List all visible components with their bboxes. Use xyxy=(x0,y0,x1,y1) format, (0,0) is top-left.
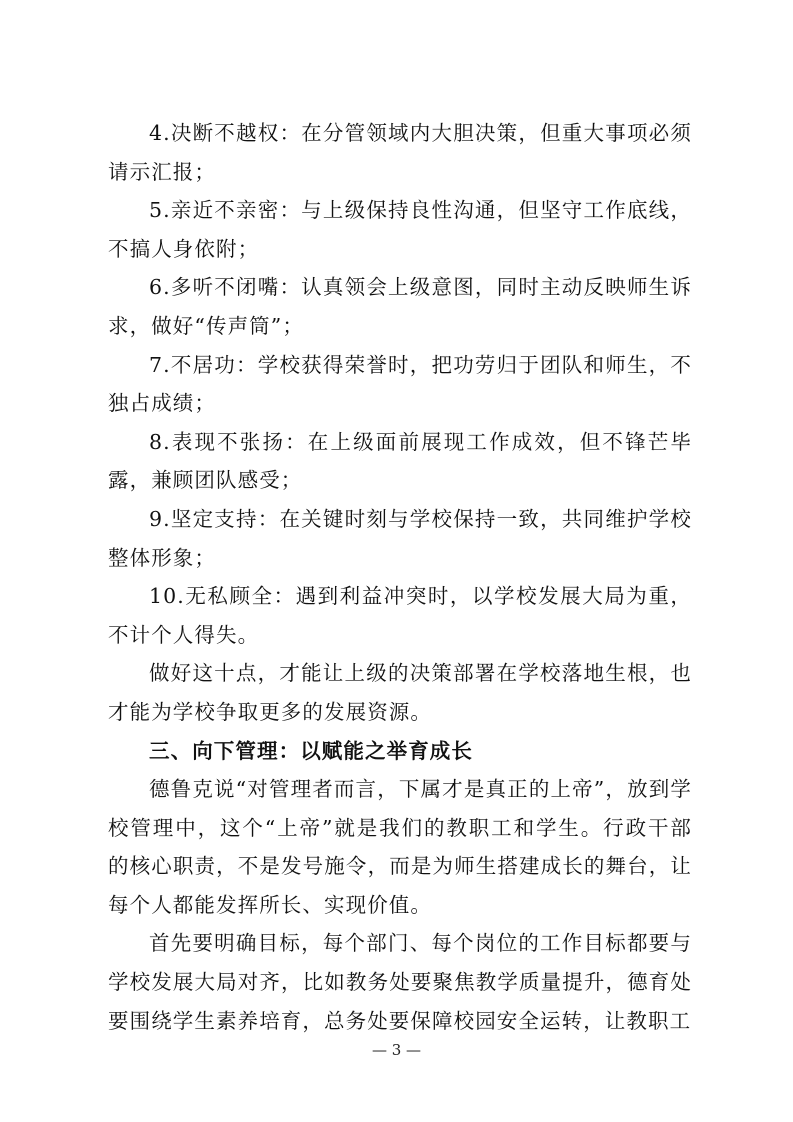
paragraph-item-10: 10.无私顾全：遇到利益冲突时，以学校发展大局为重，不计个人得失。 xyxy=(108,584,692,647)
paragraph-drucker-quote: 德鲁克说“对管理者而言，下属才是真正的上帝”，放到学校管理中，这个“上帝”就是我们的教职工和学生。行政干部的核心职责，不是发号施令，而是为师生搭建成长的舞台，让每个人都能发挥所长、实现价值。 xyxy=(108,777,692,917)
document-body xyxy=(108,114,692,1040)
paragraph-item-9: 9.坚定支持：在关键时刻与学校保持一致，共同维护学校整体形象； xyxy=(108,506,692,570)
paragraph-item-5: 5.亲近不亲密：与上级保持良性沟通，但坚守工作底线，不搞人身依附； xyxy=(108,198,692,261)
paragraph-goals: 首先要明确目标，每个部门、每个岗位的工作目标都要与学校发展大局对齐，比如教务处要聚焦教学质量提升，德育处要围绕学生素养培育，总务处要保障校园安全运转，让教职工 xyxy=(108,931,692,1033)
paragraph-summary: 做好这十点，才能让上级的决策部署在学校落地生根，也才能为学校争取更多的发展资源。 xyxy=(108,661,692,724)
page-number: — 3 — xyxy=(371,1041,422,1059)
paragraph-item-8: 8.表现不张扬：在上级面前展现工作成效，但不锋芒毕露，兼顾团队感受； xyxy=(108,429,692,493)
paragraph-item-6: 6.多听不闭嘴：认真领会上级意图，同时主动反映师生诉求，做好“传声筒”； xyxy=(108,275,692,338)
section-heading: 三、向下管理：以赋能之举育成长 xyxy=(149,738,473,763)
paragraph-item-7: 7.不居功：学校获得荣誉时，把功劳归于团队和师生，不独占成绩； xyxy=(108,352,692,416)
paragraph-item-4: 4.决断不越权：在分管领域内大胆决策，但重大事项必须请示汇报； xyxy=(108,121,692,184)
